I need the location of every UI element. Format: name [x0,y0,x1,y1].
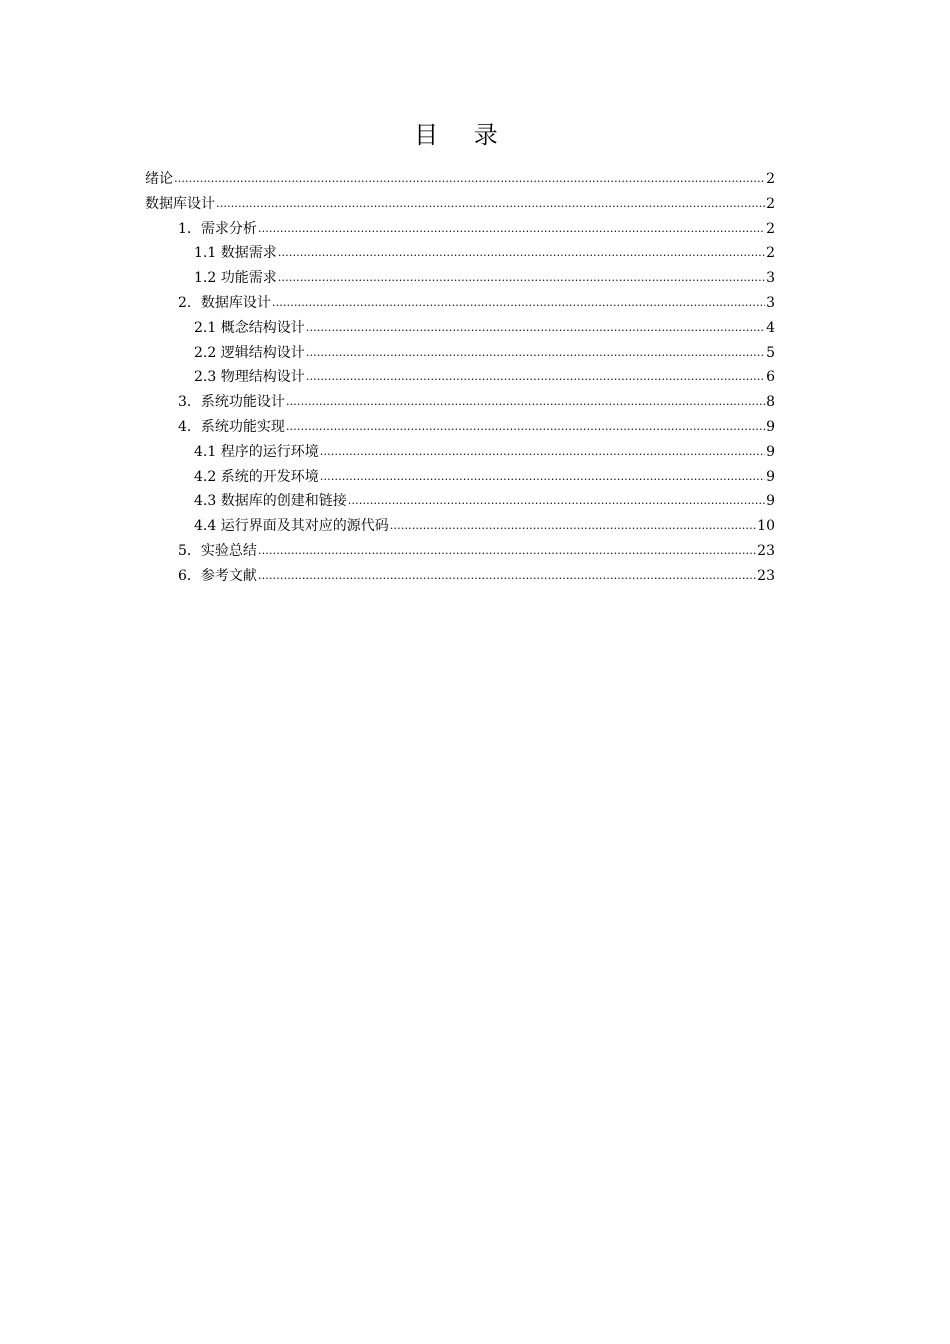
toc-dot-leader [258,216,765,242]
toc-entry-page: 2 [766,195,775,212]
toc-dot-leader [286,389,765,415]
toc-entry-label: 绪论 [145,171,173,187]
toc-list [145,167,775,589]
toc-entry[interactable] [145,514,775,539]
toc-entry[interactable] [145,291,775,316]
toc-entry[interactable] [145,241,775,266]
toc-entry-label: 数据库设计 [145,195,215,212]
toc-dot-leader [258,563,756,589]
toc-entry-page: 3 [766,270,775,287]
toc-entry-page: 2 [766,171,775,187]
toc-dot-leader [258,538,756,564]
toc-entry-page: 4 [766,319,775,336]
toc-entry-page: 23 [757,542,775,559]
toc-dot-leader [286,414,765,440]
toc-entry-page: 2 [766,245,775,262]
toc-entry[interactable] [145,316,775,341]
toc-entry-label: 4.3 数据库的创建和链接 [194,493,347,510]
toc-entry-label: 3．系统功能设计 [178,394,285,411]
toc-entry-label: 4.1 程序的运行环境 [194,443,319,460]
toc-entry-page: 9 [766,468,775,485]
toc-dot-leader [390,513,756,539]
toc-entry-page: 6 [766,369,775,386]
toc-entry-page: 2 [766,220,775,237]
toc-entry-label: 4.4 运行界面及其对应的源代码 [194,518,389,535]
toc-entry-page: 8 [766,394,775,411]
toc-entry-label: 2.1 概念结构设计 [194,319,305,336]
toc-entry[interactable] [145,365,775,390]
toc-entry-page: 3 [766,294,775,311]
toc-entry[interactable] [145,539,775,564]
toc-dot-leader [306,364,765,390]
toc-entry-label: 1.2 功能需求 [194,270,277,287]
toc-dot-leader [348,488,765,514]
toc-entry[interactable] [145,440,775,465]
toc-entry-label: 1.1 数据需求 [194,245,277,262]
toc-dot-leader [306,315,765,341]
toc-dot-leader [278,240,765,266]
toc-entry[interactable] [145,341,775,366]
toc-entry-page: 9 [766,493,775,510]
toc-entry-label: 5．实验总结 [178,542,257,559]
toc-entry-page: 5 [766,344,775,361]
toc-dot-leader [174,166,765,192]
toc-entry-label: 2.2 逻辑结构设计 [194,344,305,361]
toc-entry-label: 2．数据库设计 [178,294,271,311]
toc-entry-label: 1．需求分析 [178,220,257,237]
toc-dot-leader [216,191,765,217]
toc-dot-leader [320,464,765,490]
toc-entry-label: 6．参考文献 [178,567,257,584]
toc-entry[interactable] [145,489,775,514]
toc-entry-page: 23 [757,567,775,584]
toc-entry[interactable] [145,465,775,490]
toc-entry-label: 2.3 物理结构设计 [194,369,305,386]
toc-entry-label: 4．系统功能实现 [178,418,285,435]
toc-dot-leader [320,439,765,465]
toc-dot-leader [272,290,765,316]
toc-entry[interactable] [145,192,775,217]
toc-entry[interactable] [145,217,775,242]
toc-dot-leader [278,265,765,291]
toc-entry[interactable] [145,415,775,440]
toc-title: 目 录 [414,121,512,149]
toc-entry[interactable] [145,266,775,291]
toc-entry-label: 4.2 系统的开发环境 [194,468,319,485]
toc-entry[interactable] [145,564,775,589]
toc-entry-page: 10 [757,518,775,535]
toc-entry[interactable] [145,167,775,192]
toc-entry-page: 9 [766,418,775,435]
toc-entry-page: 9 [766,443,775,460]
toc-dot-leader [306,340,765,366]
toc-entry[interactable] [145,390,775,415]
